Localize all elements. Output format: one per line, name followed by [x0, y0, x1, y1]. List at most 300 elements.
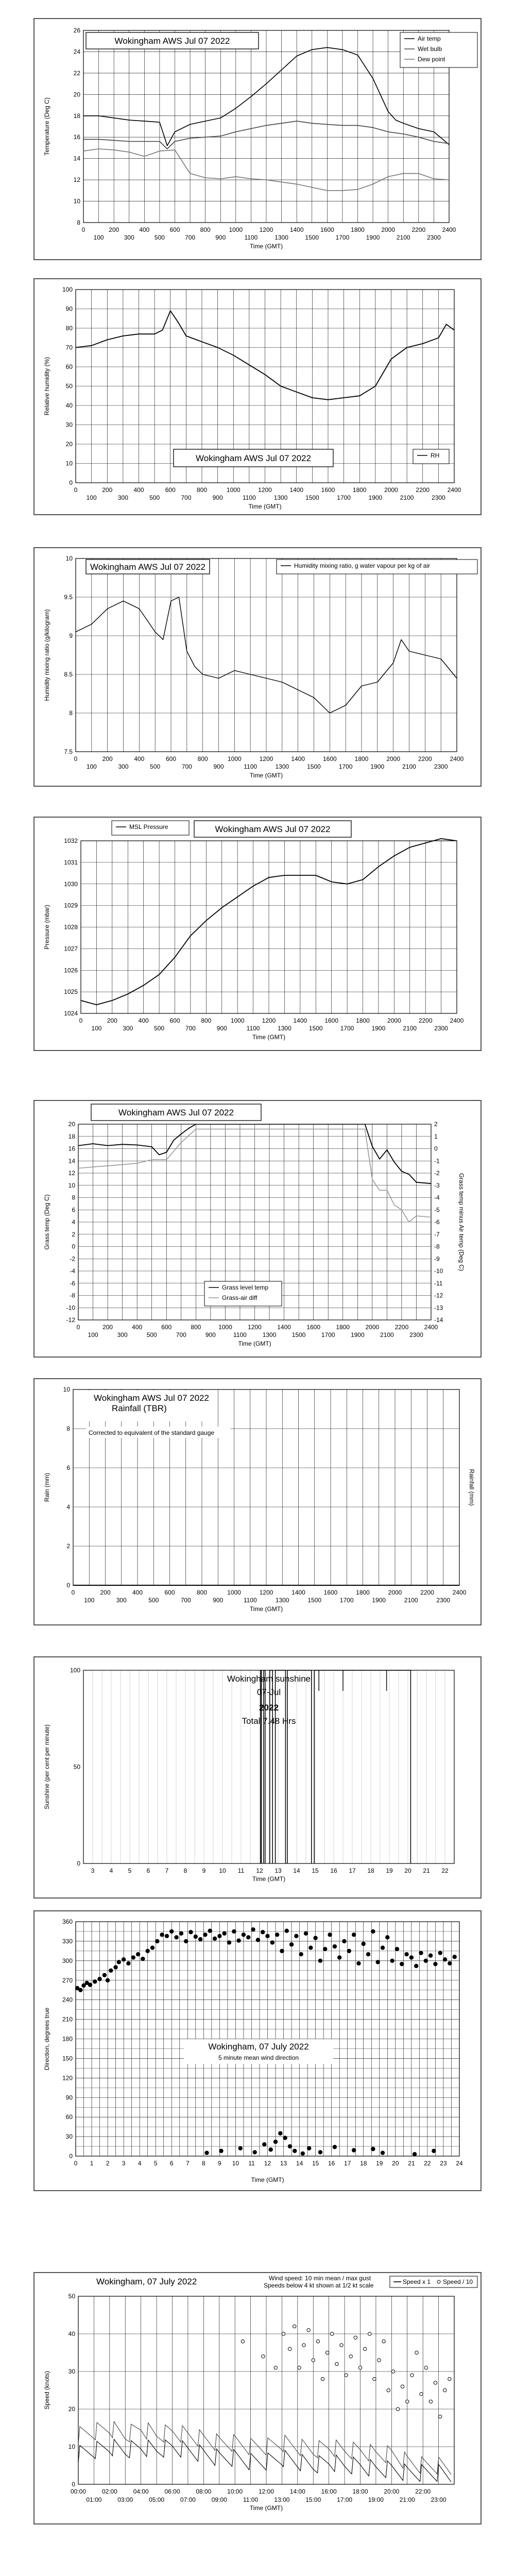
wind-direction-point: [313, 1936, 317, 1940]
scaled-speed-point: [282, 2332, 285, 2335]
wind-direction-point: [232, 1929, 236, 1934]
x-tick-label: 600: [169, 1017, 180, 1024]
wind-direction-point: [136, 1952, 140, 1956]
y2-tick-label: -9: [434, 1255, 440, 1263]
x-tick-label: 300: [117, 1331, 128, 1338]
legend-entry: Humidity mixing ratio, g water vapour per kg of air: [294, 562, 431, 569]
wind-direction-point: [109, 1969, 113, 1973]
y-tick-label: 26: [73, 27, 80, 34]
wind-direction-point: [362, 1942, 366, 1946]
wind-direction-point: [333, 2145, 337, 2149]
y-tick-label: 8.5: [64, 671, 73, 678]
x-tick-label: 500: [150, 763, 161, 770]
wind-direction-point: [203, 1933, 207, 1937]
mixing-ratio-panel: [33, 547, 482, 787]
x-tick-label: 18: [367, 1867, 374, 1874]
y2-tick-label: -14: [434, 1316, 443, 1324]
x-axis-label: Time (GMT): [252, 1033, 286, 1041]
y-tick-label: 70: [65, 344, 73, 351]
wind-direction-point: [227, 1940, 231, 1944]
legend-entry: Dew point: [418, 56, 445, 63]
sunshine-panel: [33, 1656, 482, 1899]
wind-direction-point: [219, 2149, 223, 2153]
wind-direction-point: [371, 1929, 375, 1934]
y-tick-label: 50: [68, 2293, 75, 2300]
y-tick-label: 50: [73, 1763, 80, 1771]
x-tick-label: 400: [138, 1017, 149, 1024]
chart-title: Wokingham AWS Jul 07 2022: [215, 824, 331, 834]
scaled-speed-point: [307, 2329, 310, 2332]
scaled-speed-point: [262, 2355, 265, 2358]
y-tick-label: 7.5: [64, 748, 73, 755]
x-tick-label: 22: [424, 2160, 431, 2167]
scaled-speed-point: [382, 2340, 385, 2343]
x-tick-label: 04:00: [133, 2488, 149, 2495]
x-tick-label: 1100: [243, 1597, 257, 1604]
x-tick-label: 1900: [368, 494, 383, 501]
wind-direction-point: [213, 1937, 217, 1941]
x-tick-label: 500: [154, 234, 165, 241]
y-tick-label: 1031: [64, 858, 78, 866]
scaled-speed-point: [335, 2362, 338, 2365]
wind-direction-point: [304, 1931, 308, 1936]
x-tick-label: 8: [183, 1867, 187, 1874]
x-tick-label: 1200: [258, 486, 272, 494]
chart-title: Wokingham, 07 July 2022: [208, 2042, 309, 2052]
legend-entry: Wet bulb: [418, 45, 442, 53]
scaled-speed-point: [415, 2351, 418, 2354]
rainfall-chart: [35, 1379, 480, 1624]
wind-direction-point: [280, 1949, 284, 1953]
y-tick-label: 330: [62, 1937, 73, 1945]
wind-direction-point: [404, 1952, 408, 1956]
x-axis-label: Time (GMT): [252, 1875, 286, 1883]
x-tick-label: 2300: [436, 1597, 451, 1604]
x-tick-label: 200: [102, 1324, 113, 1331]
wind-direction-point: [97, 1977, 101, 1981]
x-tick-label: 100: [88, 1331, 98, 1338]
sunshine-period: [287, 1670, 312, 1863]
x-tick-label: 6: [169, 2160, 174, 2167]
x-tick-label: 1100: [246, 1025, 260, 1032]
x-tick-label: 9: [202, 1867, 206, 1874]
x-tick-label: 2000: [388, 1589, 402, 1596]
x-tick-label: 100: [86, 494, 97, 501]
x-tick-label: 1900: [350, 1331, 365, 1338]
wind-direction-point: [323, 1947, 327, 1951]
y2-tick-label: 0: [434, 1145, 438, 1153]
wind-direction-chart: [35, 1911, 480, 2190]
x-tick-label: 11: [237, 1867, 245, 1874]
y-tick-label: 0: [77, 1860, 80, 1867]
scaled-speed-point: [448, 2377, 451, 2380]
x-tick-label: 21: [408, 2160, 415, 2167]
y-tick-label: 1024: [64, 1010, 78, 1017]
x-tick-label: 23: [440, 2160, 447, 2167]
chart-note: Corrected to equivalent of the standard gauge: [89, 1429, 215, 1436]
legend-entry: Grass-air diff: [222, 1294, 258, 1301]
x-tick-label: 10: [219, 1867, 226, 1874]
wind-direction-point: [252, 2150, 256, 2154]
x-tick-label: 400: [132, 1324, 143, 1331]
scaled-speed-point: [358, 2366, 362, 2369]
x-tick-label: 100: [93, 234, 104, 241]
y2-tick-label: -8: [434, 1243, 440, 1250]
x-tick-label: 1900: [372, 1597, 386, 1604]
x-tick-label: 22:00: [415, 2488, 431, 2495]
x-tick-label: 2400: [442, 226, 456, 233]
y-tick-label: 0: [69, 479, 73, 486]
sunshine-period: [261, 1670, 262, 1863]
x-tick-label: 800: [191, 1324, 201, 1331]
x-tick-label: 06:00: [164, 2488, 180, 2495]
y-tick-label: 10: [68, 2443, 75, 2450]
x-tick-label: 2000: [381, 226, 396, 233]
humidity-panel: [33, 278, 482, 515]
x-tick-label: 08:00: [196, 2488, 212, 2495]
x-axis-label: Time (GMT): [249, 243, 283, 250]
x-tick-label: 03:00: [117, 2496, 133, 2503]
x-tick-label: 12: [256, 1867, 263, 1874]
y-tick-label: 30: [65, 421, 73, 429]
wind-direction-point: [269, 2147, 273, 2151]
x-tick-label: 200: [109, 226, 119, 233]
x-tick-label: 12:00: [258, 2488, 274, 2495]
wind-direction-point: [288, 2144, 292, 2148]
y-axis-label: Speed (knots): [43, 2371, 50, 2410]
x-tick-label: 1400: [277, 1324, 291, 1331]
x-tick-label: 2100: [396, 234, 410, 241]
humidity-chart: [35, 279, 480, 514]
scaled-speed-point: [368, 2332, 371, 2335]
legend-entry: Grass level temp: [222, 1284, 269, 1291]
scaled-speed-point: [312, 2359, 315, 2362]
wind-direction-point: [113, 1965, 117, 1969]
x-tick-label: 10:00: [227, 2488, 243, 2495]
x-tick-label: 0: [74, 486, 78, 494]
x-tick-label: 02:00: [101, 2488, 117, 2495]
y2-tick-label: -5: [434, 1206, 440, 1214]
y-tick-label: 22: [73, 69, 80, 77]
x-tick-label: 600: [165, 755, 177, 762]
x-tick-label: 1100: [244, 234, 258, 241]
x-tick-label: 2300: [434, 763, 448, 770]
wind-direction-point: [395, 1947, 399, 1951]
x-tick-label: 1400: [291, 755, 305, 762]
y-tick-label: 270: [62, 1976, 73, 1984]
x-tick-label: 1200: [259, 1589, 273, 1596]
wind-direction-point: [117, 1960, 121, 1964]
chart-title: Wokingham AWS Jul 07 2022: [94, 1393, 209, 1403]
x-tick-label: 700: [181, 763, 192, 770]
x-tick-label: 1000: [229, 226, 243, 233]
scaled-speed-point: [377, 2359, 381, 2362]
wind-direction-point: [179, 1931, 183, 1936]
wind-direction-point: [261, 1930, 265, 1934]
x-tick-label: 100: [84, 1597, 95, 1604]
x-tick-label: 200: [100, 1589, 111, 1596]
x-tick-label: 7: [185, 2160, 190, 2167]
wind-direction-point: [141, 1957, 145, 1961]
wind-direction-point: [278, 2131, 282, 2136]
x-tick-label: 300: [116, 1597, 127, 1604]
wind-direction-point: [155, 1939, 159, 1943]
x-tick-label: 0: [76, 1324, 80, 1331]
chart-total: Total 7.48 Hrs: [242, 1716, 296, 1726]
wind-direction-point: [251, 1927, 255, 1931]
wind-direction-point: [375, 1960, 380, 1964]
scaled-speed-point: [321, 2377, 324, 2380]
wind-direction-point: [443, 1957, 447, 1961]
x-tick-label: 1700: [335, 234, 350, 241]
y-tick-label: 120: [62, 2074, 73, 2082]
y-tick-label: -8: [70, 1292, 75, 1299]
x-tick-label: 14: [293, 1867, 300, 1874]
legend-entry: Air temp: [418, 35, 441, 42]
x-tick-label: 13:00: [274, 2496, 290, 2503]
y-tick-label: 1026: [64, 967, 78, 974]
x-tick-label: 00:00: [70, 2488, 87, 2495]
y-tick-label: -6: [70, 1279, 75, 1287]
x-tick-label: 200: [102, 755, 113, 762]
wind-direction-point: [424, 1959, 428, 1963]
chart-note: Wind speed: 10 min mean / max gust: [269, 2275, 371, 2282]
grass-temp-chart: [35, 1101, 480, 1357]
x-tick-label: 1400: [289, 226, 304, 233]
y-axis-label: Grass temp (Deg C): [43, 1194, 50, 1250]
x-tick-label: 800: [196, 486, 208, 494]
x-tick-label: 2200: [418, 755, 432, 762]
x-tick-label: 1900: [370, 763, 385, 770]
wind-direction-point: [208, 1928, 212, 1933]
y-tick-label: 20: [68, 2405, 75, 2413]
x-tick-label: 1800: [354, 755, 369, 762]
wind-direction-point: [419, 1951, 423, 1955]
x-tick-label: 2400: [424, 1324, 438, 1331]
y-tick-label: 2: [66, 1543, 70, 1550]
y-tick-label: 18: [68, 1132, 75, 1140]
x-tick-label: 20: [404, 1867, 411, 1874]
x-tick-label: 1600: [322, 755, 337, 762]
wind-direction-point: [256, 1938, 260, 1942]
x-tick-label: 19: [386, 1867, 393, 1874]
scaled-speed-point: [429, 2400, 432, 2403]
wind-direction-point: [385, 1935, 389, 1939]
y-tick-label: 50: [65, 382, 73, 390]
x-tick-label: 1700: [338, 763, 353, 770]
wind-direction-point: [184, 1939, 188, 1943]
x-tick-label: 300: [124, 234, 134, 241]
wind-direction-point: [438, 1951, 442, 1955]
x-tick-label: 1500: [308, 1025, 323, 1032]
wind-direction-point: [188, 1930, 193, 1934]
x-tick-label: 0: [74, 755, 78, 762]
x-tick-label: 1000: [218, 1324, 232, 1331]
y-tick-label: 100: [62, 286, 73, 293]
x-tick-label: 18: [360, 2160, 367, 2167]
scaled-speed-point: [345, 2374, 348, 2377]
y-tick-label: 300: [62, 1957, 73, 1964]
x-tick-label: 400: [133, 486, 144, 494]
y-tick-label: -10: [66, 1304, 75, 1312]
scaled-speed-point: [396, 2408, 399, 2411]
y-tick-label: 10: [65, 460, 73, 467]
chart-note: Speeds below 4 kt shown at 1/2 kt scale: [264, 2282, 374, 2289]
x-tick-label: 600: [165, 486, 176, 494]
x-tick-label: 600: [161, 1324, 172, 1331]
wind-direction-point: [414, 1964, 418, 1968]
x-tick-label: 2100: [403, 1025, 417, 1032]
x-tick-label: 800: [200, 226, 211, 233]
wind-direction-point: [432, 2149, 436, 2153]
scaled-speed-point: [316, 2340, 319, 2343]
rainfall-panel: [33, 1378, 482, 1625]
y2-tick-label: -10: [434, 1267, 443, 1275]
chart-title: Wokingham sunshine: [227, 1674, 311, 1684]
x-tick-label: 2200: [411, 226, 426, 233]
sunshine-period: [264, 1670, 265, 1863]
scaled-speed-point: [340, 2344, 343, 2347]
y2-tick-label: -12: [434, 1292, 443, 1299]
scaled-speed-point: [406, 2400, 409, 2403]
y-tick-label: 14: [73, 155, 80, 162]
x-tick-label: 900: [216, 1025, 227, 1032]
x-tick-label: 600: [169, 226, 180, 233]
y-tick-label: 14: [68, 1157, 75, 1165]
x-tick-label: 600: [164, 1589, 175, 1596]
y2-tick-label: -11: [434, 1279, 443, 1287]
scaled-speed-point: [391, 2370, 394, 2373]
x-tick-label: 3: [122, 2160, 126, 2167]
x-tick-label: 1800: [356, 1017, 370, 1024]
y-axis-label: Rain (mm): [43, 1473, 50, 1502]
wind-direction-point: [265, 1934, 269, 1938]
y-tick-label: 8: [69, 709, 73, 717]
x-tick-label: 2000: [384, 486, 398, 494]
chart-date: 07-Jul: [256, 1687, 281, 1697]
x-tick-label: 1100: [244, 763, 258, 770]
wind-direction-point: [242, 1933, 246, 1937]
x-tick-label: 0: [81, 226, 85, 233]
y-tick-label: 0: [72, 1243, 75, 1250]
x-tick-label: 1000: [226, 486, 241, 494]
x-tick-label: 2100: [400, 494, 414, 501]
x-tick-label: 1900: [371, 1025, 386, 1032]
x-tick-label: 2000: [387, 1017, 401, 1024]
chart-title: Wokingham AWS Jul 07 2022: [114, 36, 230, 46]
y-tick-label: -12: [66, 1316, 75, 1324]
wind-direction-point: [293, 2149, 297, 2153]
wind-direction-point: [347, 1949, 351, 1953]
x-tick-label: 1000: [230, 1017, 245, 1024]
wind-direction-point: [381, 2150, 385, 2155]
x-tick-label: 400: [132, 1589, 143, 1596]
y-tick-label: 8: [66, 1425, 70, 1432]
wind-direction-point: [337, 1955, 341, 1959]
series-line-max-gust: [78, 2421, 451, 2475]
y-tick-label: 8: [72, 1194, 75, 1201]
grass-temp-panel: [33, 1100, 482, 1358]
y-tick-label: 12: [68, 1170, 75, 1177]
x-tick-label: 1500: [307, 1597, 322, 1604]
wind-direction-point: [102, 1973, 107, 1977]
y2-tick-label: -6: [434, 1218, 440, 1226]
x-tick-label: 2200: [394, 1324, 409, 1331]
sunshine-period: [314, 1670, 410, 1863]
scaled-speed-point: [331, 2332, 334, 2335]
y-tick-label: 16: [68, 1145, 75, 1153]
x-tick-label: 0: [74, 2160, 78, 2167]
x-tick-label: 1400: [289, 486, 304, 494]
y-tick-label: 0: [66, 1582, 70, 1589]
wind-direction-point: [390, 1959, 394, 1963]
x-tick-label: 2300: [427, 234, 441, 241]
x-tick-label: 800: [197, 755, 208, 762]
x-axis-label: Time (GMT): [248, 503, 282, 510]
y-tick-label: 6: [72, 1206, 75, 1214]
x-tick-label: 9: [218, 2160, 221, 2167]
temperature-chart: [35, 19, 480, 259]
chart-title: Wokingham, 07 July 2022: [96, 2277, 197, 2286]
scaled-speed-point: [274, 2366, 277, 2369]
wind-direction-point: [150, 1945, 154, 1950]
x-tick-label: 2400: [450, 755, 464, 762]
x-tick-label: 1: [90, 2160, 94, 2167]
y-tick-label: 30: [68, 2368, 75, 2375]
x-tick-label: 17: [344, 2160, 351, 2167]
x-tick-label: 1500: [305, 234, 319, 241]
x-tick-label: 4: [138, 2160, 142, 2167]
x-tick-label: 13: [280, 2160, 287, 2167]
wind-direction-point: [131, 1955, 135, 1959]
wind-direction-point: [328, 1933, 332, 1937]
x-tick-label: 900: [213, 763, 224, 770]
x-tick-label: 1700: [337, 494, 351, 501]
scaled-speed-point: [373, 2377, 376, 2380]
x-tick-label: 1300: [275, 763, 289, 770]
x-tick-label: 2200: [416, 486, 430, 494]
sunshine-chart: [35, 1657, 480, 1897]
x-tick-label: 2400: [452, 1589, 467, 1596]
x-tick-label: 1100: [233, 1331, 247, 1338]
wind-direction-point: [126, 1961, 130, 1965]
y-tick-label: 30: [65, 2133, 73, 2141]
y2-tick-label: -7: [434, 1230, 440, 1238]
x-tick-label: 2300: [434, 1025, 448, 1032]
scaled-speed-point: [302, 2344, 305, 2347]
x-tick-label: 1300: [273, 494, 288, 501]
y-tick-label: 12: [73, 176, 80, 184]
x-tick-label: 2300: [409, 1331, 423, 1338]
x-tick-label: 16:00: [321, 2488, 337, 2495]
wind-direction-point: [381, 1945, 385, 1950]
x-tick-label: 200: [102, 486, 113, 494]
x-tick-label: 300: [117, 494, 128, 501]
wind-direction-point: [194, 1935, 198, 1939]
wind-direction-point: [413, 2152, 417, 2156]
scaled-speed-point: [293, 2325, 296, 2328]
x-tick-label: 2000: [365, 1324, 380, 1331]
x-tick-label: 1100: [242, 494, 256, 501]
wind-direction-point: [246, 1935, 250, 1939]
x-tick-label: 700: [185, 1025, 196, 1032]
legend-swatch: [437, 2280, 440, 2283]
x-tick-label: 1200: [259, 226, 273, 233]
wind-direction-point: [270, 1940, 274, 1944]
y-tick-label: 10: [73, 197, 80, 205]
y-tick-label: 2: [72, 1230, 75, 1238]
x-tick-label: 800: [196, 1589, 208, 1596]
